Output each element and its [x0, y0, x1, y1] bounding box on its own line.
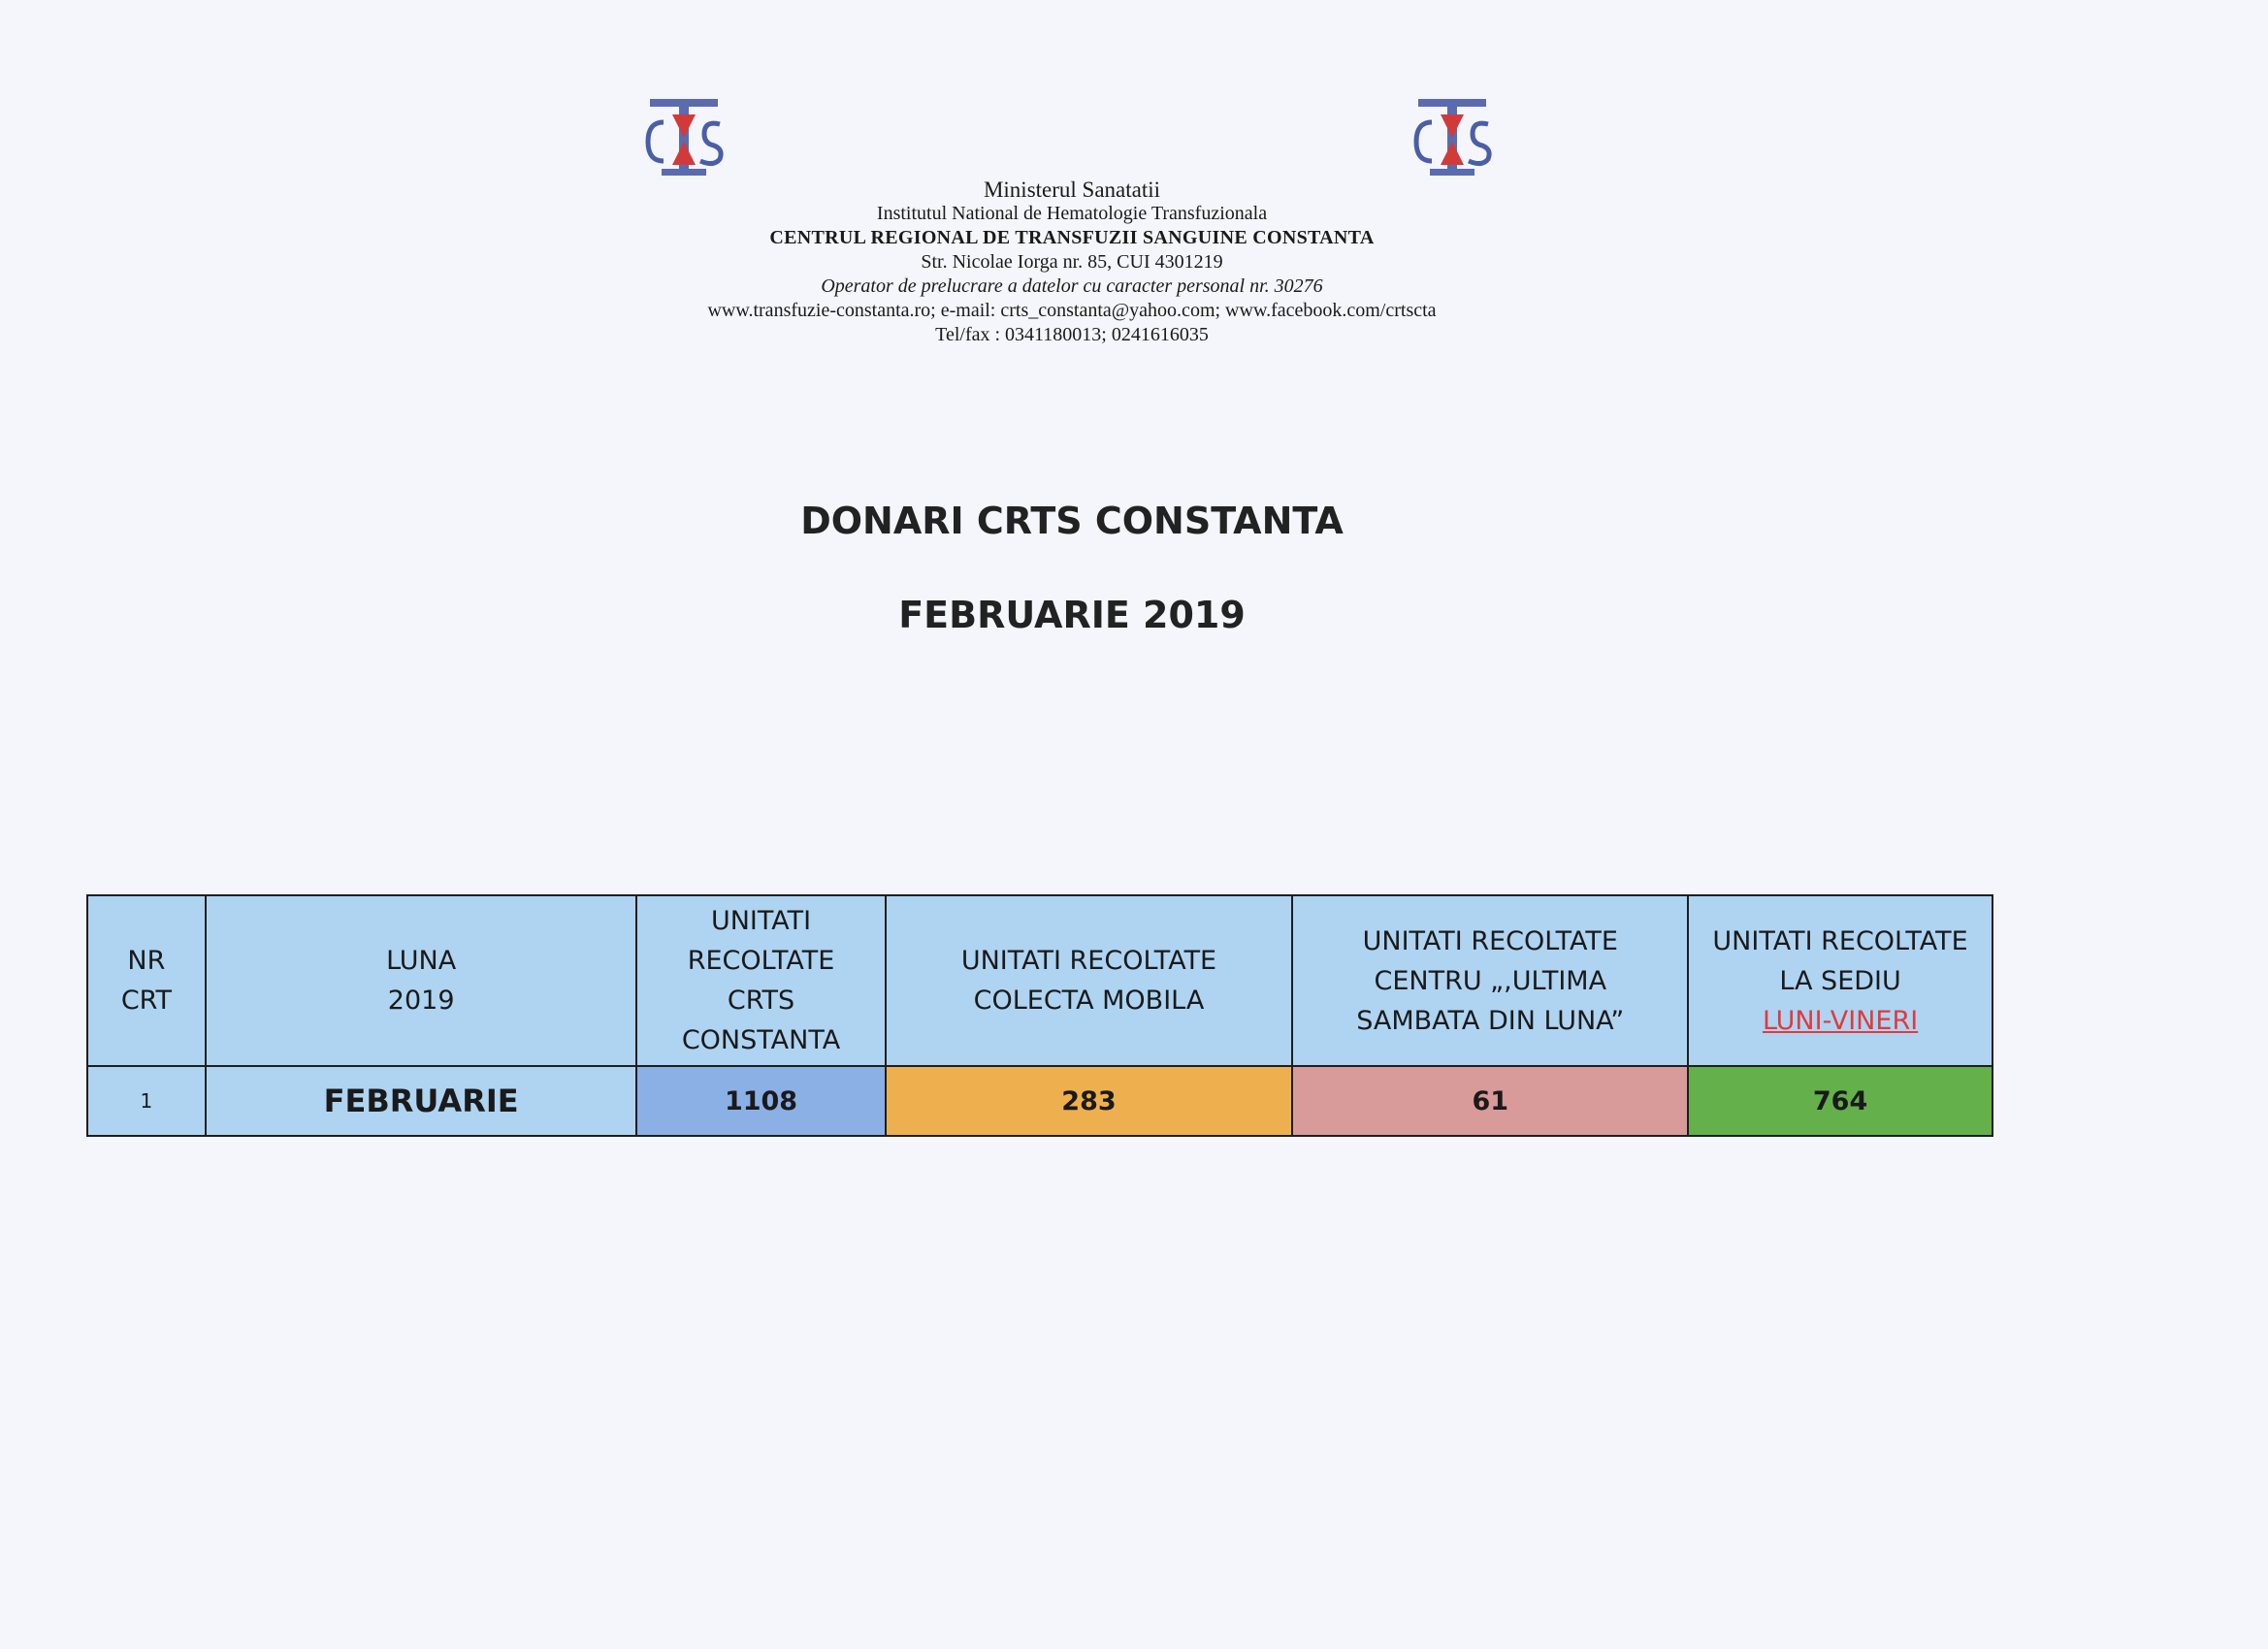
weekday-link[interactable]: LUNI-VINERI — [1762, 1005, 1919, 1036]
cell-units-headquarters: 764 — [1688, 1066, 1993, 1136]
donations-table — [86, 894, 1993, 1137]
institute-name: Institutul National de Hematologie Transfuzionala — [876, 203, 1268, 224]
cell-units-mobile: 283 — [886, 1066, 1293, 1136]
cts-logo-right — [1409, 95, 1496, 180]
header-nr-crt: NR CRT — [87, 895, 206, 1066]
centre-name: CENTRUL REGIONAL DE TRANSFUZII SANGUINE CONSTANTA — [769, 227, 1375, 248]
header-units-mobile: UNITATI RECOLTATE COLECTA MOBILA — [886, 895, 1293, 1066]
cts-logo-left — [640, 95, 728, 180]
table-header-row — [87, 895, 1993, 1066]
document-title: DONARI CRTS CONSTANTA — [800, 500, 1344, 542]
header-units-centre: UNITATI RECOLTATE CENTRU „,ULTIMA SAMBATA DIN LUNA” — [1292, 895, 1688, 1066]
header-units-headquarters: UNITATI RECOLTATE LA SEDIU LUNI-VINERI — [1688, 895, 1993, 1066]
cell-units-centre: 61 — [1292, 1066, 1688, 1136]
contact-tel-line: Tel/fax : 0341180013; 0241616035 — [935, 324, 1209, 345]
letterhead — [0, 178, 2144, 347]
ministry-name: Ministerul Sanatatii — [983, 178, 1161, 202]
operator-line: Operator de prelucrare a datelor cu caracter personal nr. 30276 — [821, 275, 1323, 297]
header-units-total: UNITATI RECOLTATE CRTS CONSTANTA — [636, 895, 885, 1066]
cell-luna: FEBRUARIE — [206, 1066, 637, 1136]
header-luna: LUNA 2019 — [206, 895, 637, 1066]
cell-units-total: 1108 — [636, 1066, 885, 1136]
cell-nr: 1 — [87, 1066, 206, 1136]
address-line: Str. Nicolae Iorga nr. 85, CUI 4301219 — [921, 251, 1223, 273]
document-subtitle: FEBRUARIE 2019 — [898, 594, 1246, 636]
table-row — [87, 1066, 1993, 1136]
contact-web-line: www.transfuzie-constanta.ro; e-mail: crts_constanta@yahoo.com; www.facebook.com/crtscta — [707, 300, 1437, 321]
